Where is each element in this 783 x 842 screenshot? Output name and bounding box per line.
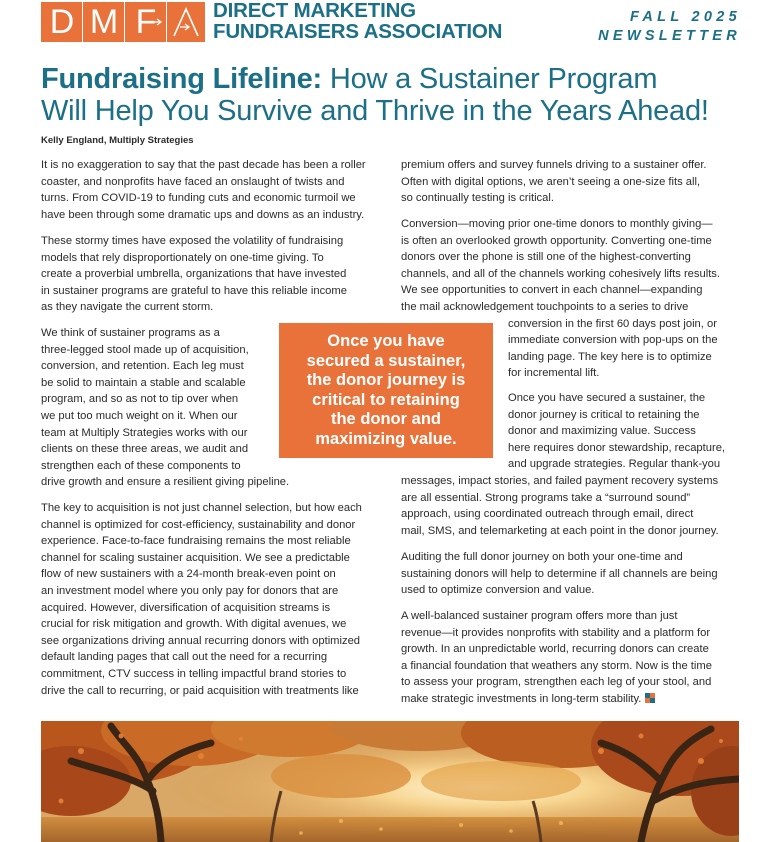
logo-arrow-icon <box>150 17 164 27</box>
text-line: premium offers and survey funnels driving to a sustainer offer. <box>401 159 707 171</box>
pull-quote-line: maximizing value. <box>315 429 457 448</box>
text-line: so continually testing is critical. <box>401 192 554 205</box>
text-line: drive growth and ensure a resilient giving pipeline. <box>41 476 290 489</box>
dmfa-logo <box>41 2 206 42</box>
text-line: for incremental lift. <box>508 367 600 380</box>
text-line: an investment model where you only pay for donors that are <box>41 584 339 597</box>
article-title-lead: Fundraising Lifeline: <box>41 63 322 95</box>
text-line: These stormy times have exposed the volatility of fundraising <box>41 235 344 247</box>
text-line: turns. From COVID-19 to funding cuts and economic turmoil we <box>41 192 356 205</box>
article-title-line1: How a Sustainer Program <box>329 63 658 95</box>
right-paragraph-5 <box>401 608 712 708</box>
text-line: are all essential. Strong programs take a “surround sound” <box>401 491 691 504</box>
text-line-content: make strategic investments in long-term stability. <box>401 692 642 705</box>
right-paragraph-1 <box>401 157 707 207</box>
pull-quote-line: critical to retaining <box>312 390 460 409</box>
text-line: a financial foundation that weathers any storm. Now is the time <box>401 659 712 672</box>
text-line: have been through some dramatic ups and downs as an industry. <box>41 208 365 221</box>
right-paragraph-4 <box>401 549 718 599</box>
text-line: We see opportunities to convert in each channel—expanding <box>401 284 703 297</box>
text-line: conversion in the first 60 days post join, or <box>508 317 717 330</box>
left-paragraph-4 <box>41 500 362 699</box>
text-line: in sustainer programs are grateful to have this reliable income <box>41 284 347 297</box>
text-line: channel is optimized for cost-efficiency, sustainability and donor <box>41 518 356 531</box>
text-line: team at Multiply Strategies works with our <box>41 426 248 439</box>
text-line: we put too much weight on it. When our <box>41 409 238 422</box>
text-line: revenue—it provides nonprofits with stability and a platform for <box>401 626 711 639</box>
text-line: messages, impact stories, and failed payment recovery systems <box>401 474 719 487</box>
text-line: channel for scaling sustainer acquisition. We see a predictable <box>41 551 350 564</box>
text-line: here requires donor stewardship, recapture, <box>508 441 726 454</box>
text-line: channels, and all of the channels working cohesively lifts results. <box>401 267 721 280</box>
pull-quote-line: Once you have <box>327 332 445 350</box>
text-line: the mail acknowledgement touchpoints to a series to drive <box>401 300 689 313</box>
text-line: sustaining donors will help to determine if all channels are being <box>401 567 718 580</box>
pull-quote-line: the donor journey is <box>306 371 466 389</box>
text-line: crucial for risk mitigation and growth. With digital avenues, we <box>41 618 347 631</box>
association-line2: FUNDRAISERS ASSOCIATION <box>213 20 503 43</box>
text-line: donor journey is critical to retaining the <box>508 408 700 421</box>
text-line: to assess your program, strengthen each leg of your stool, and <box>401 676 712 689</box>
text-line: Once you have secured a sustainer, the <box>508 392 706 404</box>
text-line: models that rely disproportionately on one-time giving. To <box>41 251 324 264</box>
text-line: commitment, CTV success in telling impactful brand stories to <box>41 667 347 680</box>
left-paragraph-1 <box>41 157 366 223</box>
text-line: coaster, and nonprofits have faced an onslaught of twists and <box>41 175 345 188</box>
logo-letter-d: D <box>41 2 82 42</box>
end-of-article-icon <box>645 693 655 703</box>
logo-letter-f-text: F <box>135 2 156 41</box>
text-line: mail, SMS, and telemarketing at each point in the donor journey. <box>401 524 719 537</box>
issue-type: NEWSLETTER <box>598 28 741 44</box>
text-line: Auditing the full donor journey on both your one-time and <box>401 551 683 563</box>
right-paragraph-3 <box>401 390 725 539</box>
text-line: clients on these three areas, we audit and <box>41 443 249 456</box>
text-line: conversion, and retention. Each leg must <box>41 360 244 373</box>
text-line: A well-balanced sustainer program offers more than just <box>401 610 678 622</box>
left-paragraph-3 <box>41 325 289 491</box>
text-line: The key to acquisition is not just channel selection, but how each <box>41 502 362 514</box>
text-line: default landing pages that call out the need for a recurring <box>41 651 328 664</box>
article-title <box>41 63 761 127</box>
text-line <box>401 691 712 708</box>
logo-a-mark-icon <box>171 6 201 38</box>
text-line: as they navigate the current storm. <box>41 301 214 314</box>
text-line: landing page. The key here is to optimize <box>508 350 712 363</box>
issue-season: FALL 2025 <box>630 9 741 25</box>
text-line: strengthen each of these components to <box>41 459 241 472</box>
text-line: be solid to maintain a stable and scalable <box>41 376 246 389</box>
issue-label <box>598 8 741 46</box>
text-line: used to optimize conversion and value. <box>401 584 595 597</box>
text-line: Often with digital options, we aren’t seeing a one-size fits all, <box>401 175 701 188</box>
autumn-trees-photo <box>41 721 739 842</box>
text-line: drive the call to recurring, or paid acquisition with treatments like <box>41 684 359 697</box>
text-line: is often an overlooked growth opportunity. Converting one-time <box>401 234 712 247</box>
text-line: Conversion—moving prior one-time donors to monthly giving— <box>401 218 713 230</box>
left-paragraph-2 <box>41 233 347 316</box>
text-line: growth. In an unpredictable world, recurring donors can create <box>401 643 709 656</box>
logo-letter-m: M <box>83 2 124 42</box>
text-line: flow of new sustainers with a 24-month break-even point on <box>41 568 336 581</box>
text-line: approach, using coordinated outreach through email, direct <box>401 508 694 521</box>
logo-letter-f <box>125 2 166 42</box>
text-line: acquired. However, diversification of acquisition streams is <box>41 601 331 614</box>
right-paragraph-2 <box>401 216 720 382</box>
article-title-line2: Will Help You Survive and Thrive in the Years Ahead! <box>41 95 709 127</box>
text-line: experience. Face-to-face fundraising remains the most reliable <box>41 535 351 548</box>
text-line: It is no exaggeration to say that the past decade has been a roller <box>41 159 366 171</box>
association-line1: DIRECT MARKETING <box>213 0 416 22</box>
autumn-scene-illustration <box>41 721 739 842</box>
text-line: donors over the phone is still one of the highest-converting <box>401 251 691 264</box>
article-byline: Kelly England, Multiply Strategies <box>41 135 194 146</box>
text-line: see organizations driving annual recurring donors with optimized <box>41 634 361 647</box>
text-line: program, and so as not to tip over when <box>41 393 239 406</box>
logo-letter-a <box>167 2 205 42</box>
pull-quote-line: the donor and <box>330 410 441 428</box>
text-line: donor and maximizing value. Success <box>508 425 696 438</box>
text-line: immediate conversion with pop-ups on the <box>508 334 718 347</box>
text-line: three-legged stool made up of acquisition, <box>41 343 249 356</box>
text-line: We think of sustainer programs as a <box>41 327 220 339</box>
pull-quote-line: secured a sustainer, <box>306 351 466 370</box>
text-line: and upgrade strategies. Regular thank-you <box>508 458 721 471</box>
association-name <box>213 0 502 42</box>
text-line: create a proverbial umbrella, organizations that have invested <box>41 268 347 281</box>
